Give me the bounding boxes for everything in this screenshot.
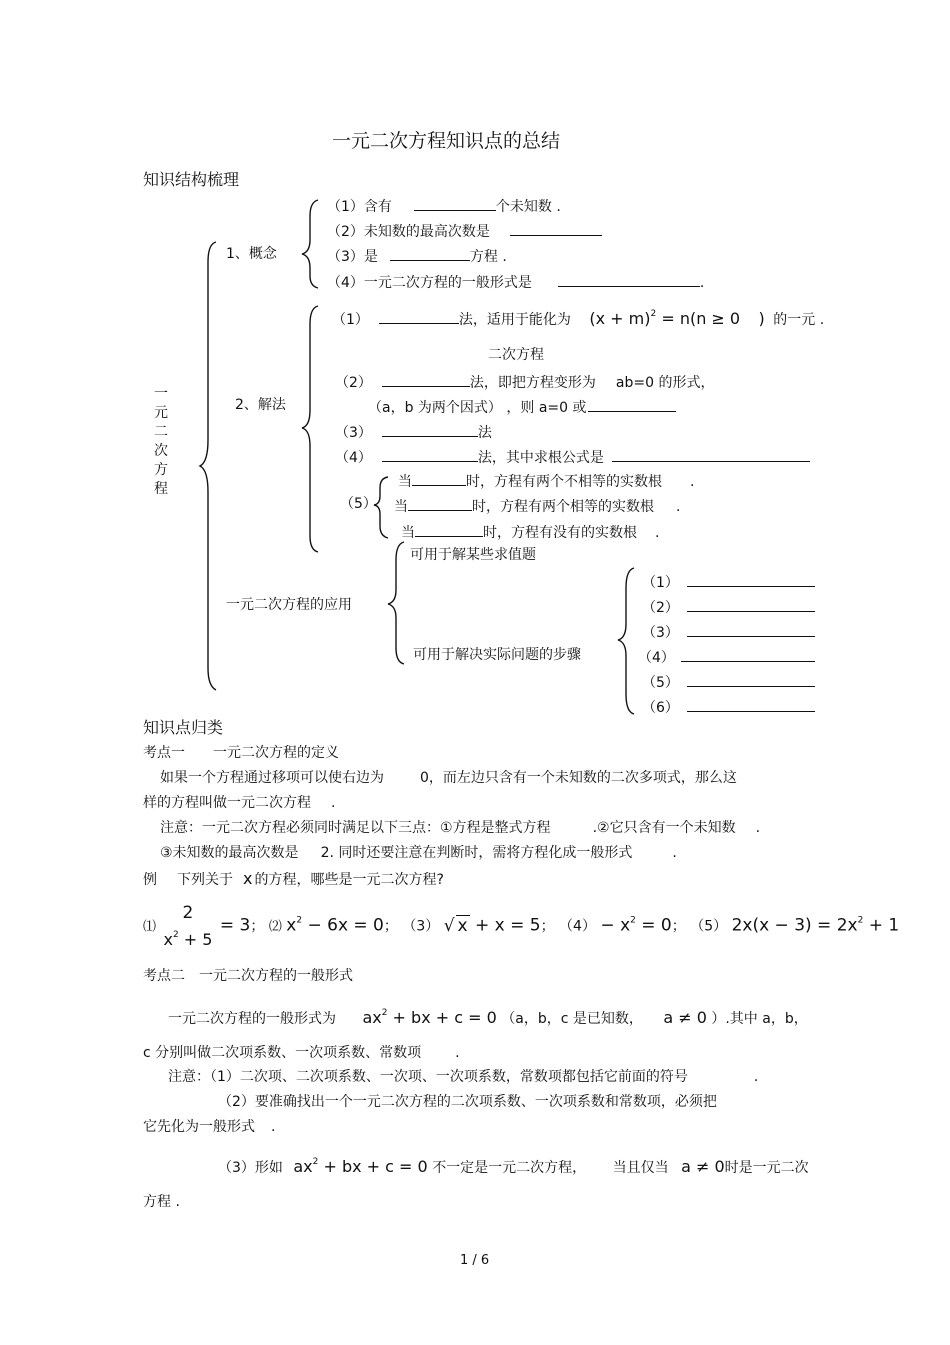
kaodian-2-note-3-cont: 方程 . <box>143 1194 180 1210</box>
kaodian-2-title: 考点二 一元二次方程的一般形式 <box>143 968 353 984</box>
concept-label: 1、概念 <box>226 246 277 262</box>
concept-item-3: （3）是 方程 . <box>327 246 507 266</box>
method-5-label: （5） <box>340 496 377 512</box>
application-brace <box>388 542 404 664</box>
page-number: 1 / 6 <box>460 1253 490 1268</box>
methods-label: 2、解法 <box>235 397 286 413</box>
step-2: （2） <box>642 597 815 617</box>
method-5-item-1: 当 时，方程有两个不相等的实数根 . <box>398 471 694 491</box>
step-6: （6） <box>642 697 815 717</box>
method-1-cont: 二次方程 <box>488 347 544 363</box>
kaodian-2-note-1: 注意：（1）二次项、二次项系数、一次项、一次项系数，常数项都包括它前面的符号 . <box>168 1069 759 1085</box>
method-3: （3） 法 <box>335 422 492 442</box>
method-2: （2） 法，即把方程变形为 ab=0 的形式， <box>335 372 714 392</box>
concept-brace <box>302 200 318 288</box>
step-3: （3） <box>642 622 815 642</box>
root-brace <box>200 242 216 690</box>
method-2-cont: （a，b 为两个因式） ，则 a=0 或 <box>368 397 676 417</box>
kaodian-2-para-2: c 分别叫做二次项系数、一次项系数、常数项 . <box>143 1045 460 1061</box>
application-item-2: 可用于解决实际问题的步骤 <box>413 647 581 663</box>
example-equations: ⑴ 2 $x^2 + 5$ = 3； ⑵ $x^2 - 6x = 0$； （3） √ x + x = 5； $(4) - x^2 = 0$； （5） $2x(x - 3) = 2x^2 + 1$ <box>143 903 900 949</box>
kaodian-1-para-1: 如果一个方程通过移项可以使右边为 0，而左边只含有一个未知数的二次多项式，那么这 <box>160 770 737 786</box>
step-5: （5） <box>642 672 815 692</box>
concept-item-4: （4）一元二次方程的一般形式是 . <box>327 272 704 292</box>
eq1-label: ⑴ <box>143 919 157 935</box>
kaodian-1-title: 考点一 一元二次方程的定义 <box>143 745 339 761</box>
concept-item-2: （2）未知数的最高次数是 <box>327 221 602 241</box>
kaodian-2-note-3: （3）形如 $ax^2$ + bx + c = 0 不一定是一元二次方程， 当且仅当 a ≠ 0时是一元二次 <box>218 1157 809 1176</box>
application-label: 一元二次方程的应用 <box>226 597 352 613</box>
example-prompt: 例 下列关于 x 的方程，哪些是一元二次方程? <box>143 869 444 888</box>
method-5-item-3: 当 时，方程有没有的实数根 . <box>401 522 659 542</box>
method-4: （4） 法，其中求根公式是 <box>335 447 810 467</box>
concept-item-1: （1）含有 个未知数 . <box>327 196 561 216</box>
step-1: （1） <box>642 572 815 592</box>
root-label: 一 元 二 次 方 程 <box>154 386 168 497</box>
kaodian-2-para-1: 一元二次方程的一般形式为 $ax^2$ + bx + c = 0 （a，b，c 是已知数， a ≠ 0 ）.其中 a，b， <box>168 1008 808 1027</box>
step-4: （4） <box>638 647 815 667</box>
kaodian-1-note-1: 注意：一元二次方程必须同时满足以下三点：①方程是整式方程 .②它只含有一个未知数 . <box>160 820 761 836</box>
eq1-fraction: 2 $x^2 + 5$ <box>163 903 213 949</box>
steps-brace <box>618 568 634 714</box>
kaodian-1-note-2: ③未知数的最高次数是 2. 同时还要注意在判断时，需将方程化成一般形式 . <box>160 845 677 861</box>
application-item-1: 可用于解某些求值题 <box>410 547 536 563</box>
method-1: （1） 法，适用于能化为 $(x + m)^2 = n(n \ge 0$ ) 的一元 . <box>332 309 825 328</box>
kaodian-2-note-2: （2）要准确找出一个一元二次方程的二次项系数、一次项系数和常数项，必须把 <box>218 1094 717 1110</box>
section-heading-classification: 知识点归类 <box>143 718 224 737</box>
method-5-item-2: 当 时，方程有两个相等的实数根 . <box>394 496 680 516</box>
methods-brace <box>302 306 318 552</box>
page-title: 一元二次方程知识点的总结 <box>332 130 561 152</box>
section-heading-structure: 知识结构梳理 <box>143 170 240 189</box>
kaodian-2-note-2-cont: 它先化为一般形式 . <box>143 1119 276 1135</box>
kaodian-1-para-2: 样的方程叫做一元二次方程 . <box>143 795 336 811</box>
